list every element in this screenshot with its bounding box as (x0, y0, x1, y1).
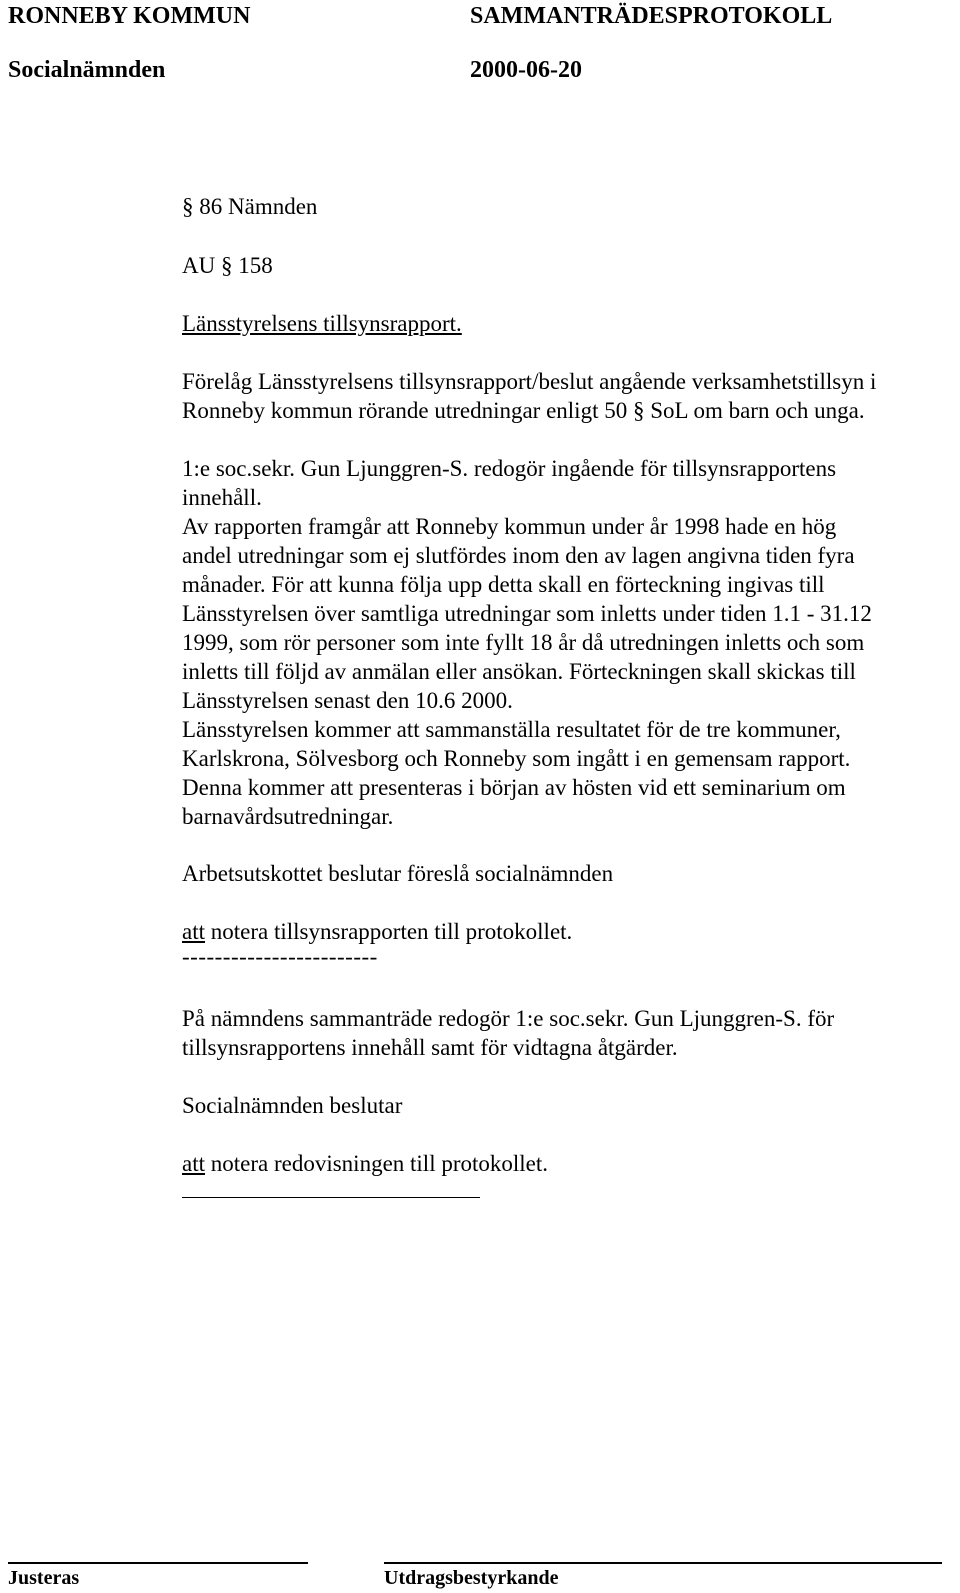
section-title: Länsstyrelsens tillsynsrapport. (182, 311, 462, 336)
body-line: På nämndens sammanträde redogör 1:e soc.sekr. Gun Ljunggren-S. för (182, 1006, 835, 1031)
body-line: Ronneby kommun rörande utredningar enligt 50 § SoL om barn och unga. (182, 398, 865, 423)
header-doc-type: SAMMANTRÄDESPROTOKOLL (470, 3, 833, 29)
body-line: 1999, som rör personer som inte fyllt 18 år då utredningen inletts och som (182, 630, 865, 655)
au-proposal: Arbetsutskottet beslutar föreslå socialnämnden (182, 861, 614, 886)
att-word: att (182, 919, 205, 944)
board-decision-text: notera redovisningen till protokollet. (205, 1151, 549, 1176)
body-line: månader. För att kunna följa upp detta skall en förteckning ingivas till (182, 572, 825, 597)
footer-utdrag: Utdragsbestyrkande (384, 1567, 559, 1589)
header-date: 2000-06-20 (470, 57, 582, 83)
body-line: Denna kommer att presenteras i början av hösten vid ett seminarium om (182, 775, 846, 800)
body-line: tillsynsrapportens innehåll samt för vidtagna åtgärder. (182, 1035, 678, 1060)
au-number: AU § 158 (182, 253, 273, 278)
header-municipality: RONNEBY KOMMUN (8, 3, 251, 29)
body-line: Länsstyrelsen senast den 10.6 2000. (182, 688, 513, 713)
au-decision-text: notera tillsynsrapporten till protokollet. (205, 919, 573, 944)
footer-rule-right (384, 1562, 942, 1564)
body-line: Länsstyrelsen över samtliga utredningar som inletts under tiden 1.1 - 31.12 (182, 601, 872, 626)
footer-rule-left (8, 1562, 308, 1564)
body-line: Förelåg Länsstyrelsens tillsynsrapport/beslut angående verksamhetstillsyn i (182, 369, 877, 394)
att-word: att (182, 1151, 205, 1176)
au-decision (182, 917, 572, 946)
header-committee: Socialnämnden (8, 57, 166, 83)
body-line: Karlskrona, Sölvesborg och Ronneby som ingått i en gemensam rapport. (182, 746, 851, 771)
body-line: andel utredningar som ej slutfördes inom den av lagen angivna tiden fyra (182, 543, 855, 568)
board-decides: Socialnämnden beslutar (182, 1093, 403, 1118)
body-line: Länsstyrelsen kommer att sammanställa resultatet för de tre kommuner, (182, 717, 841, 742)
body-line: barnavårdsutredningar. (182, 804, 394, 829)
board-decision (182, 1149, 548, 1178)
body-line: inletts till följd av anmälan eller ansökan. Förteckningen skall skickas till (182, 659, 856, 684)
paragraph-number: § 86 Nämnden (182, 194, 318, 219)
body-line: innehåll. (182, 485, 262, 510)
footer-justeras: Justeras (8, 1567, 80, 1589)
body-line: 1:e soc.sekr. Gun Ljunggren-S. redogör ingående för tillsynsrapportens (182, 456, 837, 481)
dash-separator: ------------------------ (182, 944, 378, 969)
end-rule (182, 1197, 480, 1198)
body-line: Av rapporten framgår att Ronneby kommun under år 1998 hade en hög (182, 514, 837, 539)
